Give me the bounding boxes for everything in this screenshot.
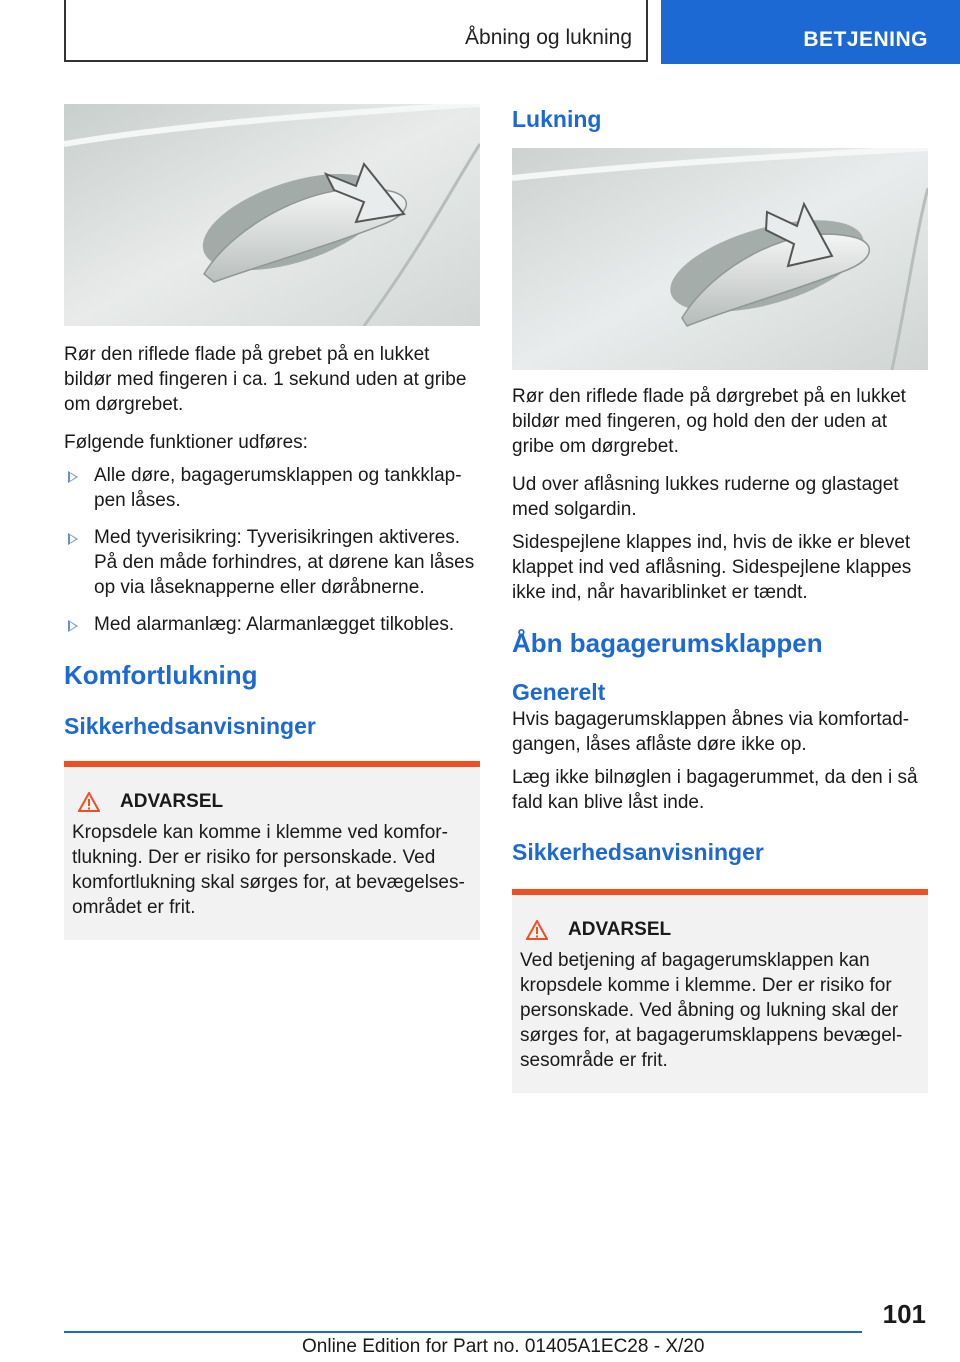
right-column <box>512 104 928 1093</box>
footer-divider <box>64 1331 862 1333</box>
heading-general: Generelt <box>512 679 606 705</box>
footer-edition: Online Edition for Part no. 01405A1EC28 - X/20 <box>302 1336 705 1357</box>
heading-open-trunk: Åbn bagagerumsklappen <box>512 628 823 658</box>
warning-text: Kropsdele kan komme i klemme ved komfor-tlukning. Der er risiko for personskade. Ved komfortlukning skal sørges for, at bevægelses-området er frit. <box>72 822 465 918</box>
heading-safety: Sikkerhedsanvisninger <box>64 713 316 739</box>
warning-triangle-icon <box>78 792 100 812</box>
function-list <box>64 463 480 637</box>
key-paragraph: Læg ikke bilnøglen i bagagerummet, da den i så fald kan blive låst inde. <box>512 767 918 813</box>
general-paragraph: Hvis bagagerumsklappen åbnes via komfortad-gangen, låses aflåste døre ikke op. <box>512 709 910 755</box>
lukning-paragraph: Rør den riflede flade på dørgrebet på en lukket bildør med fingeren, og hold den der uden at gribe om dørgrebet. <box>512 386 906 457</box>
heading-safety: Sikkerhedsanvisninger <box>512 839 764 865</box>
heading-komfortlukning: Komfortlukning <box>64 660 258 690</box>
left-column <box>64 104 480 940</box>
list-item: Med alarmanlæg: Alarmanlægget tilkobles. <box>64 612 480 637</box>
bullet-triangle-icon <box>68 471 78 483</box>
mirrors-paragraph: Sidespejlene klappes ind, hvis de ikke er blevet klappet ind ved aflåsning. Sidespejlene klappes ikke ind, når havariblinket er tændt. <box>512 532 912 603</box>
warning-triangle-icon <box>526 920 548 940</box>
door-handle-image <box>64 104 480 326</box>
warning-text: Ved betjening af bagagerumsklappen kan kropsdele komme i klemme. Der er risiko for personskade. Ved åbning og lukning skal der sørges for, at bagagerumsklappens bevægel-sesområde er frit. <box>520 950 903 1071</box>
section-title: Åbning og lukning <box>465 26 632 49</box>
header-section-box <box>64 0 648 62</box>
chapter-title: BETJENING <box>803 28 928 51</box>
list-item: Med tyverisikring: Tyverisikringen aktiveres. På den måde forhindres, at dørene kan låses op via låseknapperne eller døråbnerne. <box>64 525 480 600</box>
bullet-triangle-icon <box>68 533 78 545</box>
warning-title: ADVARSEL <box>120 791 224 812</box>
intro-paragraph: Rør den riflede flade på grebet på en lukket bildør med fingeren i ca. 1 sekund uden at gribe om dørgrebet. <box>64 344 467 415</box>
heading-lukning: Lukning <box>512 106 602 132</box>
bullet-triangle-icon <box>68 620 78 632</box>
warning-title: ADVARSEL <box>568 919 672 940</box>
list-item: Alle døre, bagagerumsklappen og tankklap-pen låses. <box>64 463 480 513</box>
windows-paragraph: Ud over aflåsning lukkes ruderne og glastaget med solgardin. <box>512 474 899 520</box>
warning-title-row <box>72 789 472 814</box>
warning-title-row <box>520 917 920 942</box>
page-number: 101 <box>882 1299 926 1329</box>
warning-box <box>512 889 928 1093</box>
door-handle-image <box>512 148 928 370</box>
header-chapter-tab <box>661 0 960 64</box>
warning-box <box>64 761 480 940</box>
functions-label: Følgende funktioner udføres: <box>64 432 308 453</box>
